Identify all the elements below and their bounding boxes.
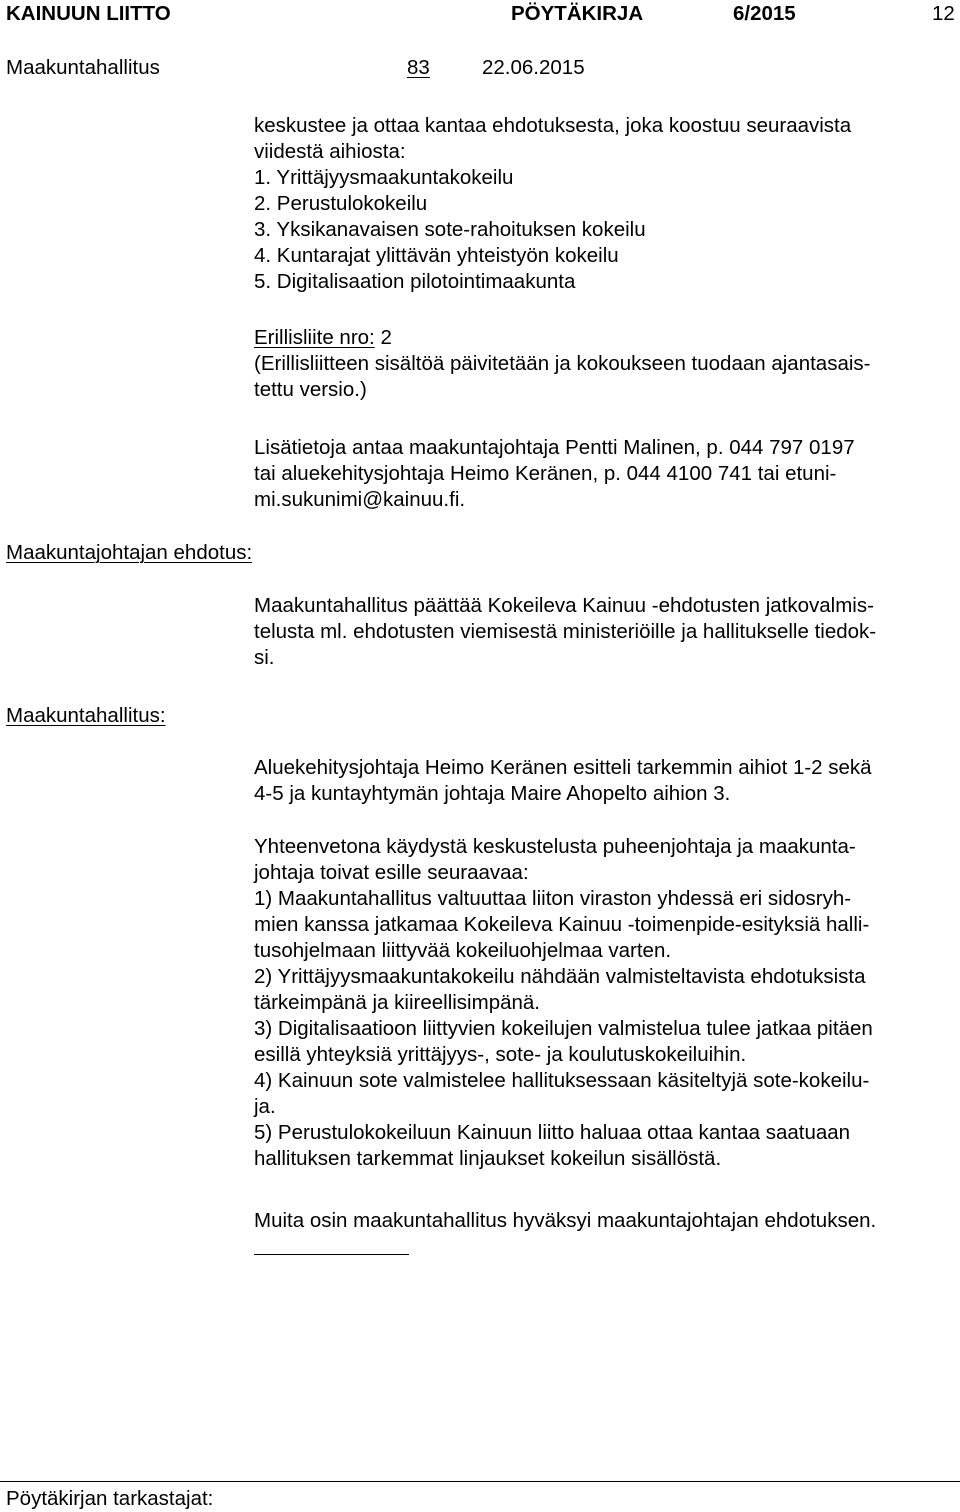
document-type: PÖYTÄKIRJA: [511, 2, 644, 25]
decision-paragraph-2: [254, 834, 873, 1172]
intro-line: viidestä aihiosta:: [254, 140, 406, 163]
decision-line: ja.: [254, 1095, 276, 1118]
attachment-note-line: (Erillisliitteen sisältöä päivitetään ja kokoukseen tuodaan ajantasais-: [254, 352, 871, 375]
section-number: 83: [407, 56, 430, 79]
intro-line: keskustee ja ottaa kantaa ehdotuksesta, joka koostuu seuraavista: [254, 114, 852, 137]
decision-line: tusohjelmaan liittyvää kokeiluohjelmaa varten.: [254, 939, 672, 962]
decision-label: Maakuntahallitus:: [6, 704, 166, 727]
intro-text: [254, 113, 851, 295]
decision-line: esillä yhteyksiä yrittäjyys-, sote- ja koulutuskokeiluihin.: [254, 1043, 747, 1066]
proposal-text: [254, 593, 876, 671]
decision-line: 4-5 ja kuntayhtymän johtaja Maire Ahopelto aihion 3.: [254, 782, 731, 805]
decision-line: 1) Maakuntahallitus valtuuttaa liiton viraston yhdessä eri sidosryh-: [254, 887, 852, 910]
attachment-note-line: tettu versio.): [254, 378, 367, 401]
decision-line: tärkeimpänä ja kiireellisimpänä.: [254, 991, 540, 1014]
decision-line: mien kanssa jatkamaa Kokeileva Kainuu -toimenpide-esityksiä halli-: [254, 913, 870, 936]
document-number: 6/2015: [733, 2, 796, 25]
decision-line: johtaja toivat esille seuraavaa:: [254, 861, 529, 884]
decision-paragraph-3: [254, 1208, 876, 1234]
decision-line: 5) Perustulokokeiluun Kainuun liitto haluaa ottaa kantaa saatuaan: [254, 1121, 851, 1144]
contact-line: Lisätietoja antaa maakuntajohtaja Pentti Malinen, p. 044 797 0197: [254, 436, 855, 459]
decision-line: 4) Kainuun sote valmistelee hallituksessaan käsiteltyjä sote-kokeilu-: [254, 1069, 870, 1092]
end-rule: [254, 1254, 409, 1255]
decision-line: Aluekehitysjohtaja Heimo Keränen esitteli tarkemmin aihiot 1-2 sekä: [254, 756, 872, 779]
attachment-heading: [254, 325, 871, 351]
contact-line: mi.sukunimi@kainuu.fi.: [254, 488, 466, 511]
decision-line: hallituksen tarkemmat linjaukset kokeilun sisällöstä.: [254, 1147, 722, 1170]
decision-line: Muita osin maakuntahallitus hyväksyi maakuntajohtajan ehdotuksen.: [254, 1209, 877, 1232]
intro-line: 4. Kuntarajat ylittävän yhteistyön kokeilu: [254, 244, 619, 267]
proposal-line: Maakuntahallitus päättää Kokeileva Kainuu -ehdotusten jatkovalmis-: [254, 594, 874, 617]
decision-line: 3) Digitalisaatioon liittyvien kokeilujen valmistelua tulee jatkaa pitäen: [254, 1017, 873, 1040]
intro-line: 3. Yksikanavaisen sote-rahoituksen kokeilu: [254, 218, 646, 241]
footer-divider: [0, 1481, 960, 1482]
decision-line: 2) Yrittäjyysmaakuntakokeilu nähdään valmisteltavista ehdotuksista: [254, 965, 866, 988]
attachment-section: [254, 325, 871, 403]
proposal-line: si.: [254, 646, 275, 669]
organization-name: KAINUUN LIITTO: [6, 2, 171, 25]
contact-info: [254, 435, 855, 513]
attachment-number: 2: [380, 326, 392, 349]
body-name: Maakuntahallitus: [6, 56, 160, 79]
intro-line: 2. Perustulokokeilu: [254, 192, 428, 215]
intro-line: 1. Yrittäjyysmaakuntakokeilu: [254, 166, 514, 189]
attachment-label: Erillisliite nro:: [254, 326, 375, 349]
decision-paragraph-1: [254, 755, 872, 807]
proposal-line: telusta ml. ehdotusten viemisestä ministeriöille ja hallitukselle tiedok-: [254, 620, 877, 643]
page-number: 12: [932, 2, 955, 25]
contact-line: tai aluekehitysjohtaja Heimo Keränen, p. 044 4100 741 tai etuni-: [254, 462, 837, 485]
meeting-date: 22.06.2015: [482, 56, 585, 79]
proposal-label: Maakuntajohtajan ehdotus:: [6, 541, 253, 564]
intro-line: 5. Digitalisaation pilotointimaakunta: [254, 270, 576, 293]
footer-label: Pöytäkirjan tarkastajat:: [6, 1487, 214, 1510]
decision-line: Yhteenvetona käydystä keskustelusta puheenjohtaja ja maakunta-: [254, 835, 856, 858]
